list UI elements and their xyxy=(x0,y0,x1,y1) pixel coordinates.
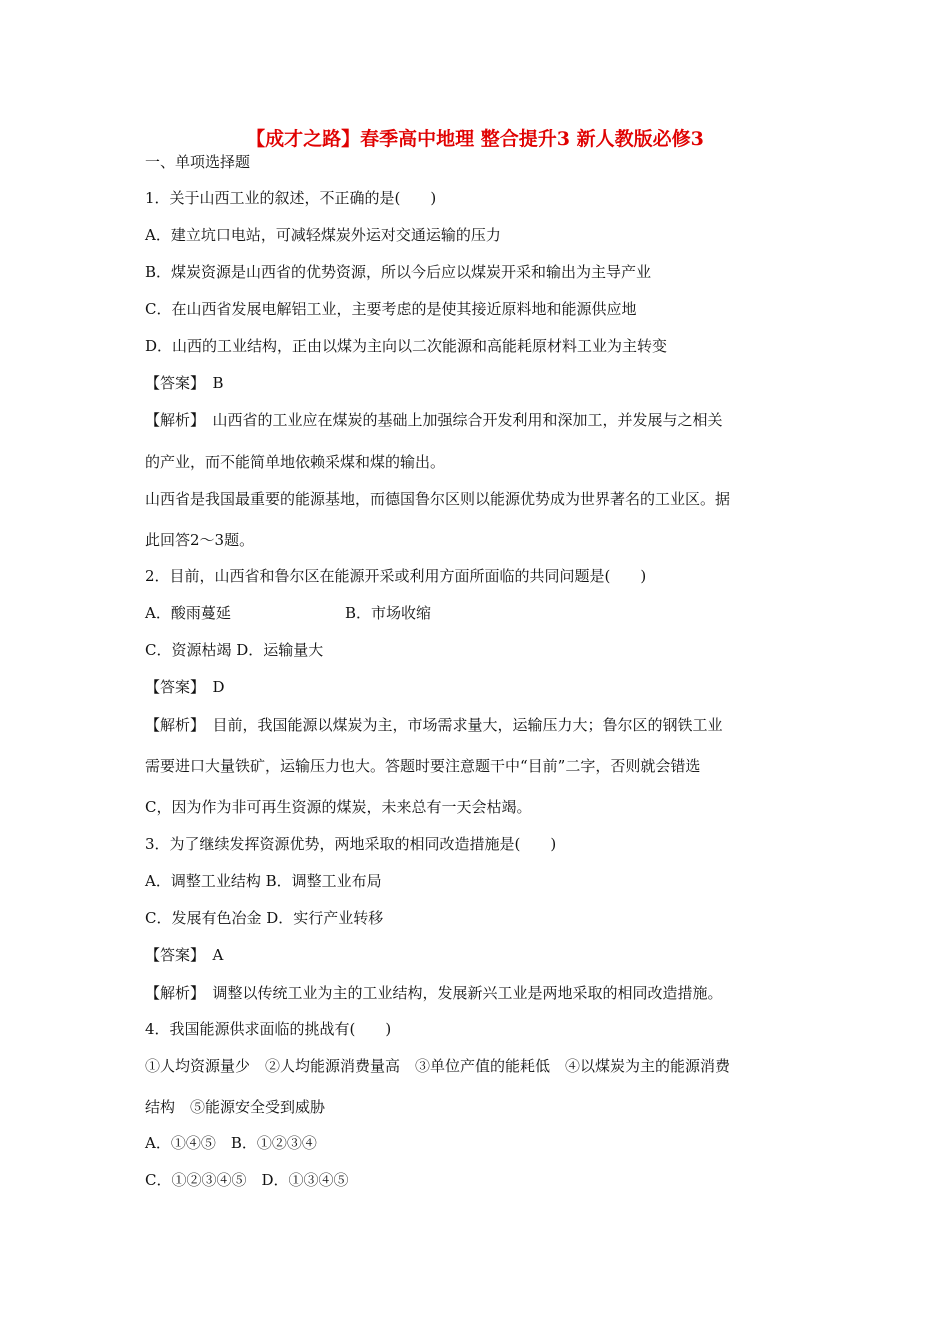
q2-analysis-line2: 需要进口大量铁矿，运输压力也大。答题时要注意题干中“目前”二字，否则就会错选 xyxy=(145,757,701,775)
q2-option-b: B．市场收缩 xyxy=(345,604,432,622)
q3-answer: 【答案】 A xyxy=(145,946,224,964)
q4-options-ab: A．①④⑤ B．①②③④ xyxy=(145,1134,317,1152)
q3-stem: 3．为了继续发挥资源优势，两地采取的相同改造措施是( ) xyxy=(145,835,557,853)
q2-option-a: A．酸雨蔓延 xyxy=(145,604,231,622)
q2-answer: 【答案】 D xyxy=(145,678,225,696)
q1-option-a: A．建立坑口电站，可减轻煤炭外运对交通运输的压力 xyxy=(145,226,501,244)
q1-option-b: B．煤炭资源是山西省的优势资源，所以今后应以煤炭开采和输出为主导产业 xyxy=(145,263,652,281)
q2-stem: 2．目前，山西省和鲁尔区在能源开采或利用方面所面临的共同问题是( ) xyxy=(145,567,647,585)
q2-options-cd: C．资源枯竭 D．运输量大 xyxy=(145,641,324,659)
q1-analysis-line2: 的产业，而不能简单地依赖采煤和煤的输出。 xyxy=(145,453,446,471)
q1-stem: 1．关于山西工业的叙述，不正确的是( ) xyxy=(145,189,437,207)
q1-option-c: C．在山西省发展电解铝工业，主要考虑的是使其接近原料地和能源供应地 xyxy=(145,300,637,318)
q3-options-ab: A．调整工业结构 B．调整工业布局 xyxy=(145,872,382,890)
material-line2: 此回答2～3题。 xyxy=(145,531,255,549)
q4-stem: 4．我国能源供求面临的挑战有( ) xyxy=(145,1020,392,1038)
q1-option-d: D．山西的工业结构，正由以煤为主向以二次能源和高能耗原材料工业为主转变 xyxy=(145,337,668,355)
q4-items-line2: 结构 ⑤能源安全受到威胁 xyxy=(145,1098,326,1116)
material-line1: 山西省是我国最重要的能源基地，而德国鲁尔区则以能源优势成为世界著名的工业区。据 xyxy=(145,490,731,508)
q2-analysis-line3: C，因为作为非可再生资源的煤炭，未来总有一天会枯竭。 xyxy=(145,798,532,816)
q1-analysis-line1: 【解析】 山西省的工业应在煤炭的基础上加强综合开发利用和深加工，并发展与之相关 xyxy=(145,411,723,429)
q4-items-line1: ①人均资源量少 ②人均能源消费量高 ③单位产值的能耗低 ④以煤炭为主的能源消费 xyxy=(145,1057,731,1075)
q3-options-cd: C．发展有色冶金 D．实行产业转移 xyxy=(145,909,384,927)
section-heading: 一、单项选择题 xyxy=(145,153,251,171)
q4-options-cd: C．①②③④⑤ D．①③④⑤ xyxy=(145,1171,349,1189)
q3-analysis: 【解析】 调整以传统工业为主的工业结构，发展新兴工业是两地采取的相同改造措施。 xyxy=(145,984,723,1002)
q2-analysis-line1: 【解析】 目前，我国能源以煤炭为主，市场需求量大，运输压力大；鲁尔区的钢铁工业 xyxy=(145,716,723,734)
document-title: 【成才之路】春季高中地理 整合提升3 新人教版必修3 xyxy=(246,128,704,150)
q1-answer: 【答案】 B xyxy=(145,374,224,392)
